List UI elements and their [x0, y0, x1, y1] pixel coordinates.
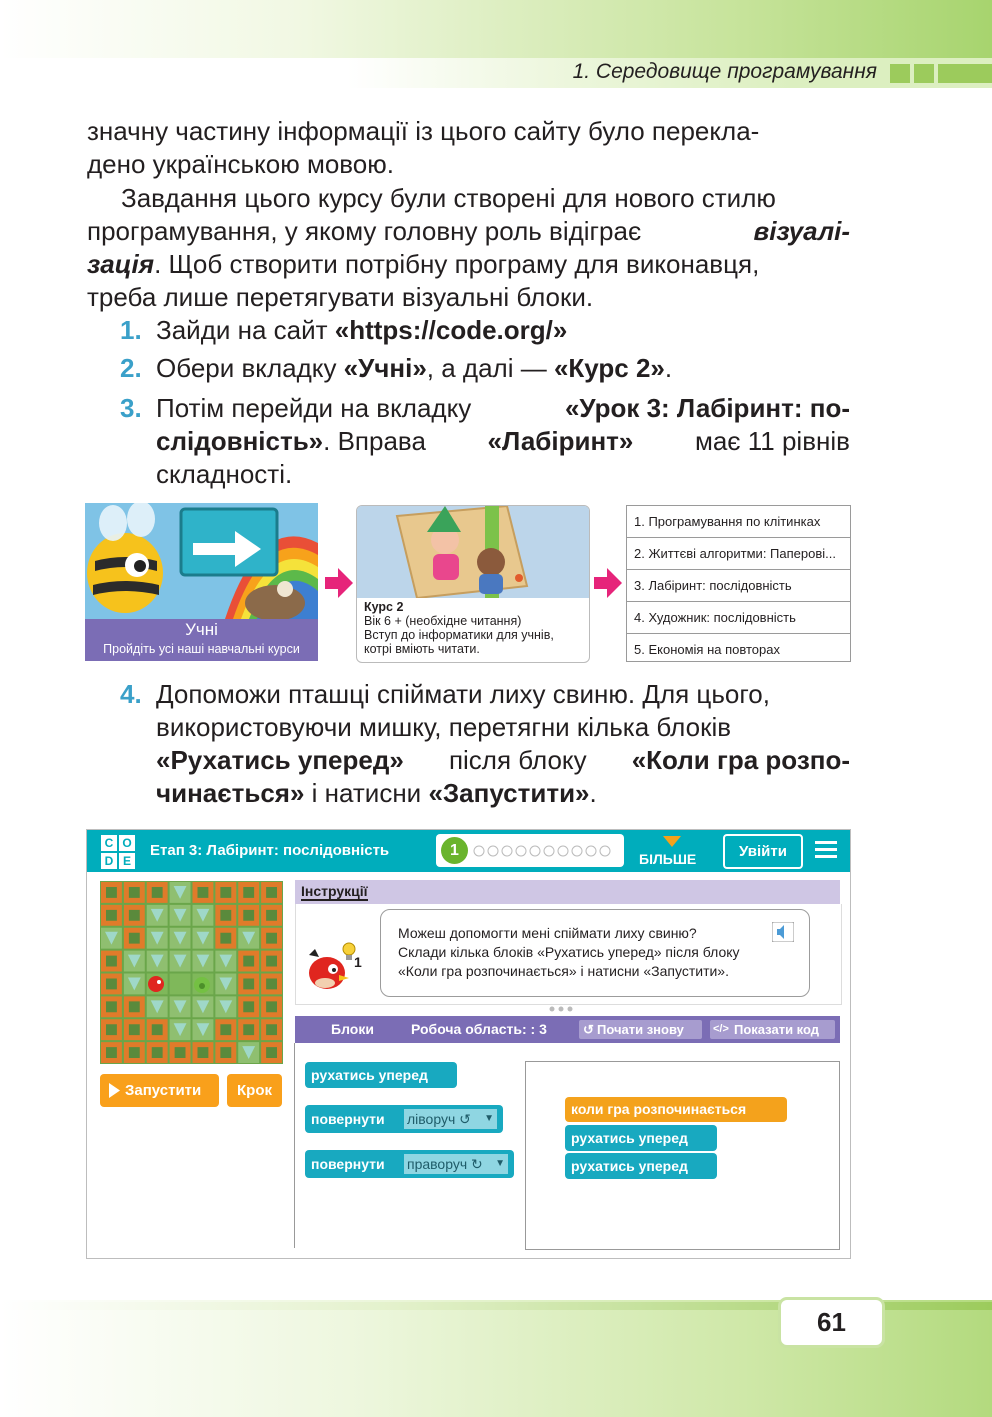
course-2-card[interactable]: [356, 505, 590, 663]
maze-tile-inner: [266, 1024, 277, 1035]
sign-in-button[interactable]: Увійти: [723, 834, 803, 869]
text-line: треба лише перетягувати візуальні блоки.: [87, 282, 594, 312]
text-line: чинається» і натисни «Запустити».: [156, 778, 597, 808]
text-line: значну частину інформації із цього сайту було перекла-: [87, 116, 760, 146]
top-band: [0, 0, 992, 58]
maze-tile-inner: [129, 1001, 140, 1012]
maze-tile-inner: [129, 910, 140, 921]
maze-tile-inner: [243, 956, 254, 967]
maze-tile-inner: [129, 1047, 140, 1058]
header-square: [890, 64, 910, 83]
chapter-title: 1. Середовище програмування: [572, 60, 877, 83]
maze-tile-inner: [220, 887, 231, 898]
students-card[interactable]: [85, 503, 318, 661]
text-line: Потім перейди на вкладку «Урок 3: Лабіринт: по-: [156, 393, 850, 423]
toolbox-turn-left-block[interactable]: повернути ліворуч ↺ ▼: [305, 1105, 503, 1133]
workspace-label: Робоча область: : 3: [411, 1021, 547, 1037]
maze-tile-inner: [243, 910, 254, 921]
maze-tile-inner: [266, 956, 277, 967]
maze-tile-inner: [266, 933, 277, 944]
maze-tile-inner: [106, 979, 117, 990]
maze-tile-inner: [266, 1047, 277, 1058]
arrow-right-icon: [325, 568, 353, 598]
header-square: [914, 64, 934, 83]
maze-tile-inner: [152, 1024, 163, 1035]
maze-tile-inner: [106, 887, 117, 898]
step-button[interactable]: Крок: [227, 1074, 282, 1107]
text-line: програмування, у якому головну роль відіграє візуалі-: [87, 216, 850, 246]
text-line: складності.: [156, 459, 293, 489]
direction-dropdown[interactable]: праворуч ↻ ▼: [404, 1154, 508, 1174]
move-forward-block[interactable]: рухатись уперед: [565, 1125, 717, 1151]
text-line: слідовність». Вправа «Лабіринт» має 11 рівнів: [156, 426, 850, 456]
instructions-header: [295, 880, 840, 904]
code-icon: </>: [713, 1023, 729, 1035]
paragraph: [87, 182, 850, 314]
restart-button[interactable]: ↺ Почати знову: [579, 1020, 702, 1039]
progress-bar: [436, 834, 624, 867]
maze-tile-inner: [152, 887, 163, 898]
stage-title: Етап 3: Лабіринт: послідовність: [150, 842, 390, 859]
more-button[interactable]: БІЛЬШЕ: [639, 851, 697, 867]
page-number: 61: [778, 1297, 885, 1348]
toolbox-label: Блоки: [331, 1021, 374, 1037]
app-header: [87, 830, 850, 872]
maze-tile-inner: [198, 887, 209, 898]
step-4: 4. Допоможи пташці спіймати лиху свиню. Для цього, використовуючи мишку, перетягни кілька блоків «Рухатись уперед» після блоку «Коли гра розпо- чинається» і натисни «Запустити».: [120, 679, 850, 808]
maze-tile-inner: [129, 933, 140, 944]
text-line: Допоможи пташці спіймати лиху свиню. Для цього,: [156, 679, 770, 709]
hint-count: 1: [354, 954, 362, 970]
maze-tile-inner: [266, 887, 277, 898]
maze-tile-inner: [198, 1047, 209, 1058]
course-illustration: [357, 506, 589, 598]
maze-tile: [170, 974, 191, 995]
caret-down-icon[interactable]: [663, 836, 681, 848]
maze-tile-inner: [129, 887, 140, 898]
text-line: використовуючи мишку, перетягни кілька блоків: [156, 712, 732, 742]
maze-tile-inner: [106, 910, 117, 921]
toolbox-move-forward-block[interactable]: рухатись уперед: [305, 1062, 457, 1088]
maze-tile-inner: [106, 956, 117, 967]
direction-dropdown[interactable]: ліворуч ↺ ▼: [404, 1109, 497, 1129]
maze-tile-inner: [129, 1024, 140, 1035]
maze-tile-inner: [243, 887, 254, 898]
maze-tile-inner: [220, 1024, 231, 1035]
step-3: 3. Потім перейди на вкладку «Урок 3: Лабіринт: по- слідовність». Вправа «Лабіринт» має 11 рівнів складності.: [120, 393, 850, 489]
maze-tile-inner: [152, 1047, 163, 1058]
maze-tile-inner: [266, 910, 277, 921]
toolbox-divider: [294, 1043, 295, 1248]
arrow-right-icon: [594, 568, 622, 598]
instructions-tab[interactable]: Інструкції: [301, 883, 368, 899]
maze-tile-inner: [220, 1047, 231, 1058]
speaker-icon[interactable]: [772, 922, 794, 942]
code-org-logo[interactable]: C O D E: [100, 834, 136, 870]
text-line: «Рухатись уперед» після блоку «Коли гра розпо-: [156, 745, 850, 775]
intro-paragraph: [87, 115, 850, 181]
run-button[interactable]: Запустити: [100, 1074, 219, 1107]
lesson-list: [626, 505, 851, 662]
maze-tile-inner: [220, 933, 231, 944]
lesson-item[interactable]: 3. Лабіринт: послідовність: [627, 570, 850, 602]
maze-tile-inner: [175, 1047, 186, 1058]
dropdown-arrow-icon: ▼: [495, 1158, 505, 1169]
code-org-screenshot: [86, 829, 851, 1259]
maze-tile-inner: [243, 979, 254, 990]
site-url: «https://code.org/»: [334, 315, 568, 345]
maze-tile-inner: [266, 1001, 277, 1012]
instruction-bubble: [380, 909, 810, 997]
maze-tile-inner: [220, 910, 231, 921]
lesson-item[interactable]: 4. Художник: послідовність: [627, 602, 850, 634]
red-bird-icon: [148, 976, 164, 992]
maze-tile-inner: [243, 1024, 254, 1035]
instructions-panel: [295, 904, 842, 1005]
level-dots[interactable]: [473, 845, 618, 857]
resize-handle-icon[interactable]: [549, 1006, 573, 1012]
instruction-text: Можеш допомогти мені спіймати лиху свиню? Склади кілька блоків «Рухатись уперед» після блоку «Коли гра розпочинається» і натисни «Запустити».: [398, 925, 740, 979]
lesson-item[interactable]: 2. Життєві алгоритми: Паперові...: [627, 538, 850, 570]
course-description: Курс 2 Вік 6 + (необхідне читання) Вступ до інформатики для учнів, котрі вміють читати.: [364, 600, 554, 656]
maze-tile-inner: [106, 1024, 117, 1035]
play-icon: [109, 1083, 120, 1098]
maze-tile-inner: [243, 1001, 254, 1012]
lesson-item[interactable]: 1. Програмування по клітинках: [627, 506, 850, 538]
restart-icon: ↺: [583, 1022, 594, 1037]
text-line: зація. Щоб створити потрібну програму для виконавця,: [87, 249, 760, 279]
header-bar: [938, 64, 992, 83]
move-forward-block[interactable]: рухатись уперед: [565, 1153, 717, 1179]
toolbox-turn-right-block[interactable]: повернути праворуч ↻ ▼: [305, 1150, 514, 1178]
maze-game-board[interactable]: [100, 881, 283, 1064]
workspace-header: [295, 1016, 840, 1043]
hamburger-menu-icon[interactable]: [815, 840, 837, 860]
lesson-item[interactable]: 5. Економія на повторах: [634, 642, 780, 657]
text-line: дено українською мовою.: [87, 149, 394, 179]
maze-tile-inner: [266, 979, 277, 990]
level-bubble-current[interactable]: 1: [441, 837, 468, 864]
maze-tile-inner: [106, 1001, 117, 1012]
green-pig-icon: [194, 977, 210, 993]
maze-tile-inner: [106, 1047, 117, 1058]
dropdown-arrow-icon: ▼: [484, 1113, 494, 1124]
students-card-label: Учні Пройдіть усі наші навчальні курси: [85, 619, 318, 661]
text-line: Завдання цього курсу були створені для нового стилю: [121, 183, 776, 213]
show-code-button[interactable]: </> Показати код: [710, 1020, 835, 1039]
when-run-block[interactable]: коли гра розпочинається: [565, 1097, 787, 1122]
